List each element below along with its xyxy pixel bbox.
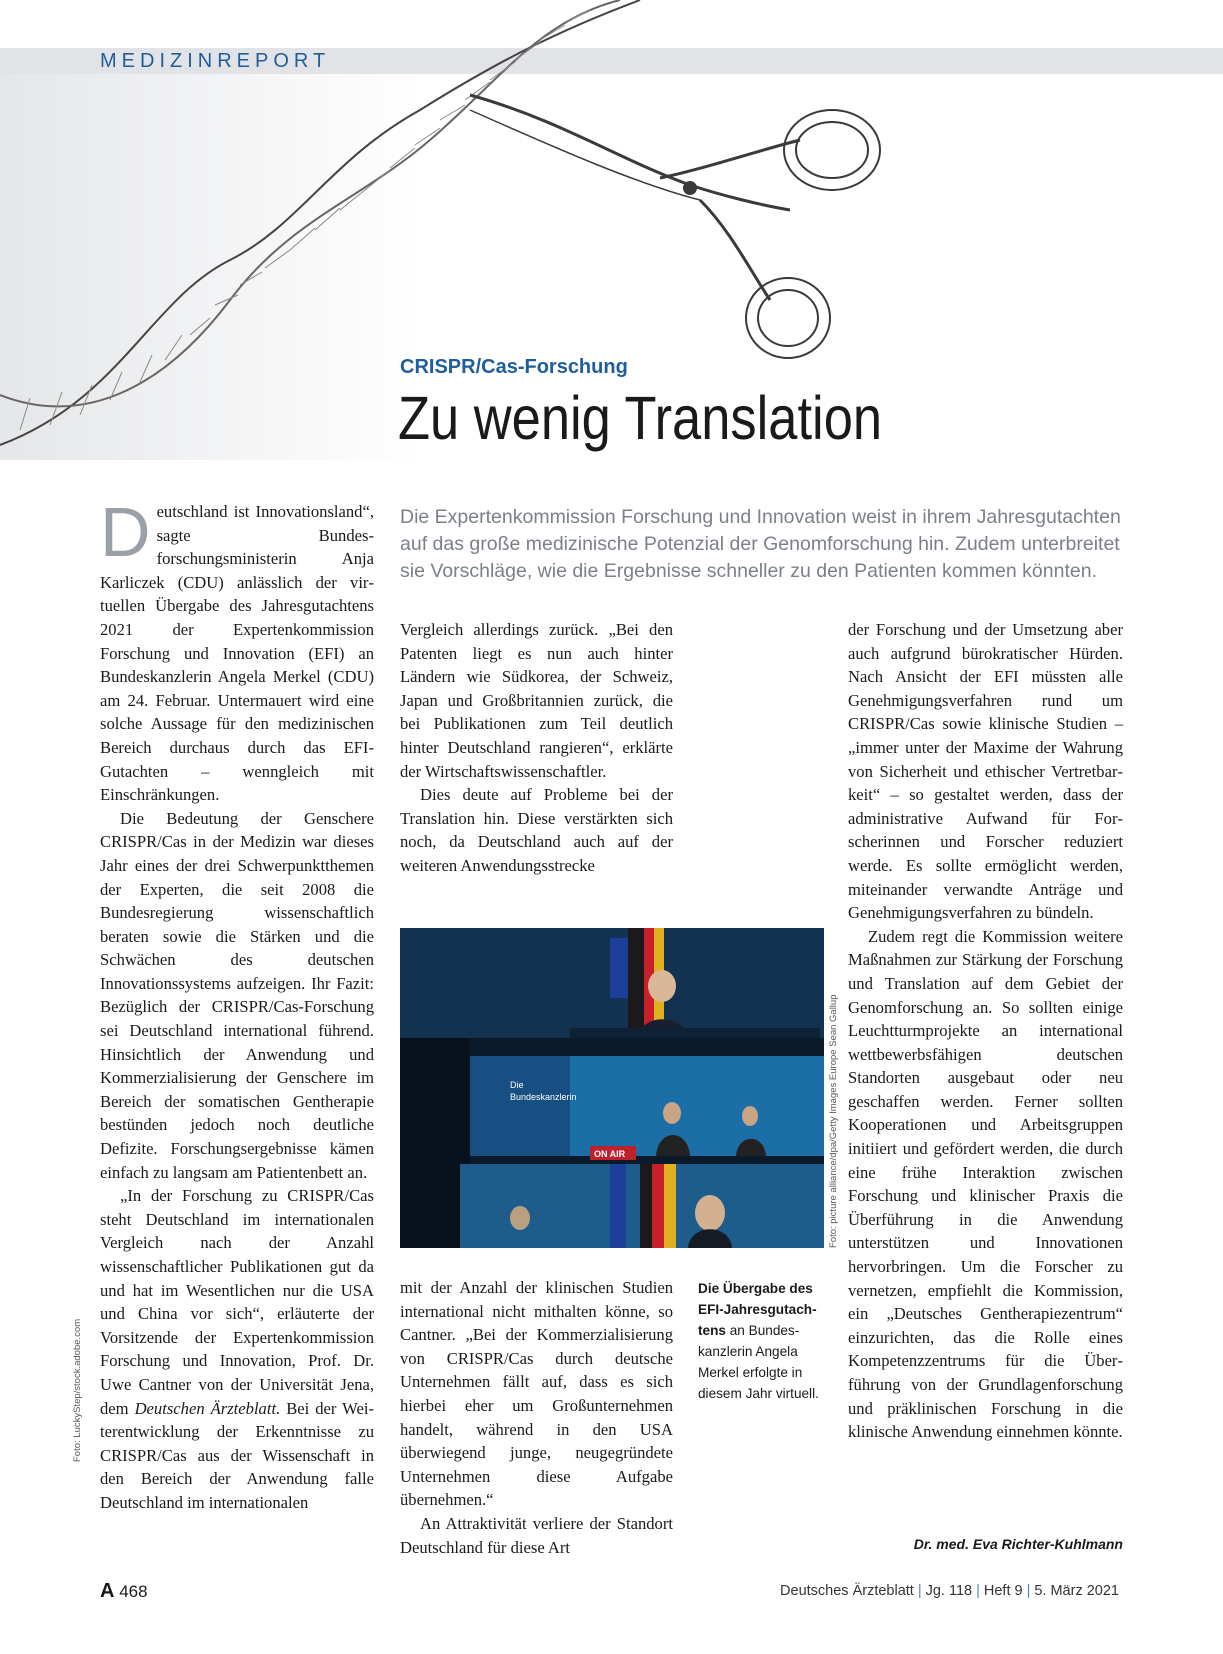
caption-bold: Die Übergabe des EFI-Jahresgutachtens: [698, 1281, 817, 1338]
handover-photo: [400, 928, 824, 1248]
on-air-label: ON AIR: [594, 1149, 626, 1159]
section-label: MEDIZINREPORT: [100, 50, 331, 72]
col2-para-3: mit der Anzahl der klinischen Studien international nicht mithalten könne, so Cantner. „Bei der Kommerzialisierung von CRISPR/Cas durch deutsche Unternehmen fällt auf, dass es sich hierbei eher um Großunternehmen handelt, während in den USA überwiegend junge, neugegründete Unternehmen diese Aufgabe übernehmen.“: [400, 1278, 673, 1510]
journal-issue: Heft 9: [983, 1583, 1023, 1599]
col1-para-3-tail: Bei der Weiterentwicklung der Erkenntnisse zu CRISPR/Cas aus der Wissenschaft in den Bereich der Anwendung falle Deutschland im internationalen: [100, 1398, 374, 1512]
col1-para-1: eutschland ist Innovationsland“, sagte Bundesforschungsministerin Anja Karliczek (CDU) anlässlich der virtuellen Übergabe des Jahresgutachtens 2021 der Expertenkommission Forschung und Innovation (EFI) an Bundeskanzlerin Angela Merkel (CDU) am 24. Februar. Untermauert wird eine solche Aussage für den medizinischen Bereich durchaus durch das EFI-Gutachten – wenngleich mit Einschränkungen.: [100, 502, 374, 805]
column-3: [848, 618, 1123, 1444]
hero-photo-credit: Foto: LuckyStep/stock.adobe.com: [72, 1318, 83, 1462]
drop-cap: D: [100, 493, 151, 571]
column-2-bottom: [400, 1276, 673, 1559]
article-lead: Die Expertenkommission Forschung und Innovation weist in ihrem Jahresgutachten auf das große medizinische Potenzial der Genomforschung hin. Zudem unterbreitet sie Vorschläge, wie die Ergebnisse schneller zu den Patienten kommen könnten.: [400, 506, 1121, 582]
col3-para-1: der Forschung und der Umsetzung aber auch aufgrund bürokratischer Hürden. Nach Ansicht der EFI müssten alle Genehmigungsverfahren rund um CRISPR/Cas sowie klinische Studien – „immer unter der Maxime der Wahrung von Sicherheit und ethischer Vertretbarkeit“ – so gestaltet werden, dass der administrative Aufwand für Forscherinnen und Forscher reduziert werde. Es sollte ermöglicht werden, miteinander verwandte Anträge und Genehmigungsverfahren zu bündeln.: [848, 620, 1123, 923]
scissors: [470, 95, 880, 358]
journal-date: 5. März 2021: [1034, 1583, 1119, 1599]
col1-para-3: „In der Forschung zu CRISPR/Cas steht Deutschland im internationalen Vergleich nach der Anzahl wissenschaftlicher Publikationen gut da und hat im Wesentlichen nur die USA und China vor sich“, erläuterte der Vorsitzende der Expertenkommission Forschung und Innovation, Prof. Dr. Uwe Cantner von der Universität Jena, dem: [100, 1186, 374, 1418]
col2-para-1: Vergleich allerdings zurück. „Bei den Patenten liegt es nun auch hinter Ländern wie Südkorea, der Schweiz, Japan und Großbritannien zurück, die bei Publikationen zum Teil deutlich hinter Deutschland rangieren“, erklärte der Wirtschaftswissenschaftler.: [400, 620, 673, 781]
screen-label-1: Die: [510, 1080, 524, 1090]
caption-text: an Bundeskanzlerin Angela Merkel erfolgte in diesem Jahr virtuell.: [698, 1323, 819, 1401]
column-2-top: [400, 618, 673, 878]
journal-volume: Jg. 118: [925, 1583, 973, 1599]
journal-info: Deutsches Ärzteblatt | Jg. 118 | Heft 9 | 5. März 2021: [780, 1583, 1119, 1599]
journal-name: Deutsches Ärzteblatt: [780, 1583, 914, 1599]
col1-italic-source: Deutschen Ärzteblatt.: [134, 1398, 281, 1418]
col2-para-2: Dies deute auf Probleme bei der Translation hin. Diese verstärkten sich noch, da Deutschland auch auf der weiteren Anwendungsstrecke: [400, 785, 673, 875]
col3-para-2: Zudem regt die Kommission weitere Maßnahmen zur Stärkung der Forschung und Translation auf dem Gebiet der Genomforschung an. So sollten einige Leuchtturmprojekte an international wettbewerbsfähigen deutschen Standorten ausgebaut oder neu geschaffen werden. Ferner sollten Kooperationen und Arbeitsgruppen initiiert und gefördert werden, die durch eine frühe Interaktion zwischen Forschung und klinischer Praxis die Überführung in die Anwendung unterstützen und Innovationen hervorbringen. Um die Forscher zu vernetzen, empfiehlt die Kommission, ein „Deutsches Gentherapiezentrum“ einzurichten, das die Rolle eines Kompetenzzentrums für die Überführung von der Grundlagenforschung und präklinischen Forschung in die klinische Anwendung einnehmen könnte.: [848, 926, 1123, 1442]
col2-para-4: An Attraktivität verliere der Standort Deutschland für diese Art: [400, 1513, 673, 1557]
article-title: Zu wenig Translation: [398, 384, 883, 452]
author-byline: Dr. med. Eva Richter-Kuhlmann: [913, 1536, 1123, 1552]
article-kicker: CRISPR/Cas-Forschung: [400, 356, 628, 378]
page-number: A 468: [100, 1580, 148, 1602]
screen-label-2: Bundeskanzlerin: [510, 1092, 577, 1102]
photo-caption: [698, 1278, 828, 1404]
column-1: [100, 493, 374, 1515]
photo-credit: Foto: picture alliance/dpa/Getty Images Europe Sean Gallup: [828, 994, 839, 1248]
col1-para-2: Die Bedeutung der Genschere CRISPR/Cas in der Medizin war dieses Jahr eines der drei Schwerpunktthemen der Experten, die seit 2008 die Bundesregierung wissenschaftlich beraten sowie die Stärken und die Schwächen des deutschen Innovationssystems aufzeigen. Ihr Fazit: Bezüglich der CRISPR/Cas-Forschung sei Deutschland international führend. Hinsichtlich der Anwendung und Kommerzialisierung der Genschere im Bereich der somatischen Gentherapie bestünden jedoch noch deutliche Defizite. Forschungsergebnisse kämen einfach zu langsam am Patientenbett an.: [100, 808, 374, 1182]
